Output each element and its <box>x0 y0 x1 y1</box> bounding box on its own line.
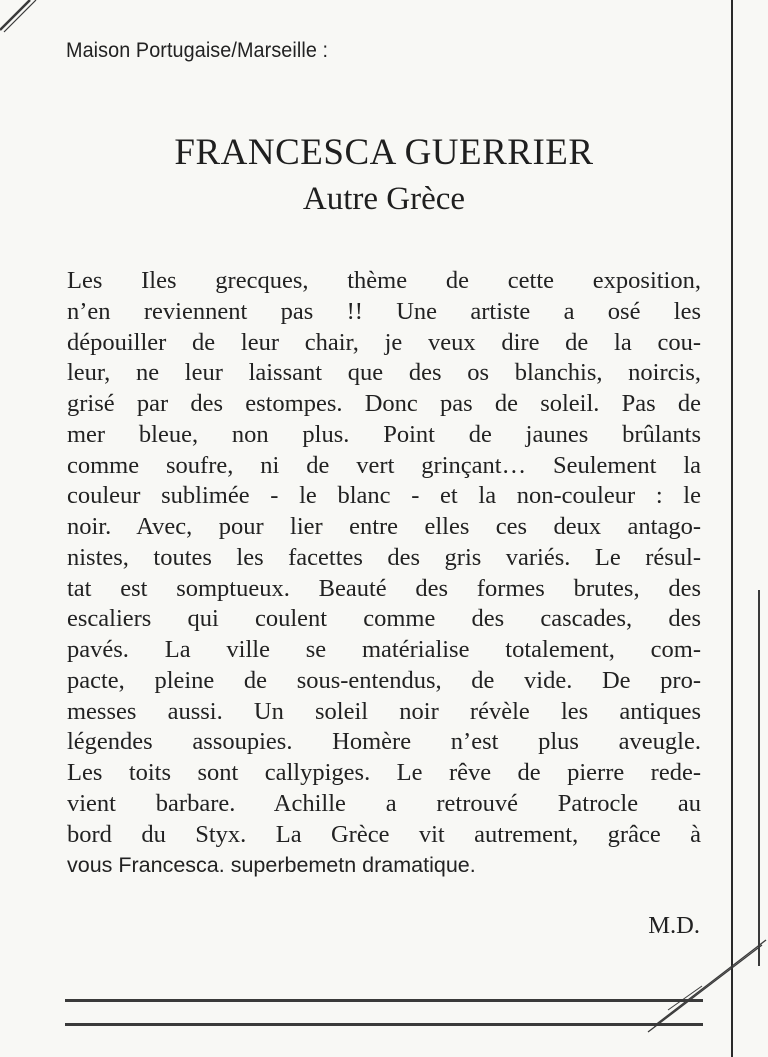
diagonal-stroke-bottom-right <box>648 940 766 1032</box>
body-line: messes aussi. Un soleil noir révèle les antiques <box>67 697 701 725</box>
body-line: n’en reviennent pas !! Une artiste a osé les <box>67 297 701 325</box>
body-line: nistes, toutes les facettes des gris variés. Le résul- <box>67 543 701 571</box>
body-line: légendes assoupies. Homère n’est plus aveugle. <box>67 728 701 756</box>
body-line: vient barbare. Achille a retrouvé Patrocle au <box>67 789 701 817</box>
body-line: Les toits sont callypiges. Le rêve de pierre rede- <box>67 759 701 786</box>
body-line: dépouiller de leur chair, je veux dire de la cou- <box>67 328 701 356</box>
body-line: escaliers qui coulent comme des cascades, des <box>67 605 701 633</box>
body-line: mer bleue, non plus. Point de jaunes brûlants <box>67 420 701 448</box>
article-subtitle: Autre Grèce <box>302 181 466 217</box>
body-line: couleur sublimée - le blanc - et la non-couleur : le <box>67 482 701 510</box>
article-title: FRANCESCA GUERRIER <box>174 132 594 173</box>
body-line: noir. Avec, pour lier entre elles ces deux antago- <box>67 513 701 540</box>
body-line: tat est somptueux. Beauté des formes brutes, des <box>67 574 701 602</box>
body-line: bord du Styx. La Grèce vit autrement, grâce à <box>67 820 701 848</box>
body-line: vous Francesca. superbemetn dramatique. <box>67 853 476 878</box>
body-line: comme soufre, ni de vert grinçant… Seulement la <box>67 451 701 479</box>
body-line: pavés. La ville se matérialise totalement, com- <box>67 636 701 663</box>
body-line: grisé par des estompes. Donc pas de soleil. Pas de <box>67 390 701 417</box>
body-line: leur, ne leur laissant que des os blanchis, noircis, <box>67 359 701 387</box>
diagonal-stroke-top-left <box>0 0 36 32</box>
venue-heading: Maison Portugaise/Marseille : <box>66 38 329 62</box>
body-line: pacte, pleine de sous-entendus, de vide. De pro- <box>67 666 701 694</box>
author-signature: M.D. <box>648 912 700 939</box>
body-line: Les Iles grecques, thème de cette exposition, <box>67 267 701 294</box>
